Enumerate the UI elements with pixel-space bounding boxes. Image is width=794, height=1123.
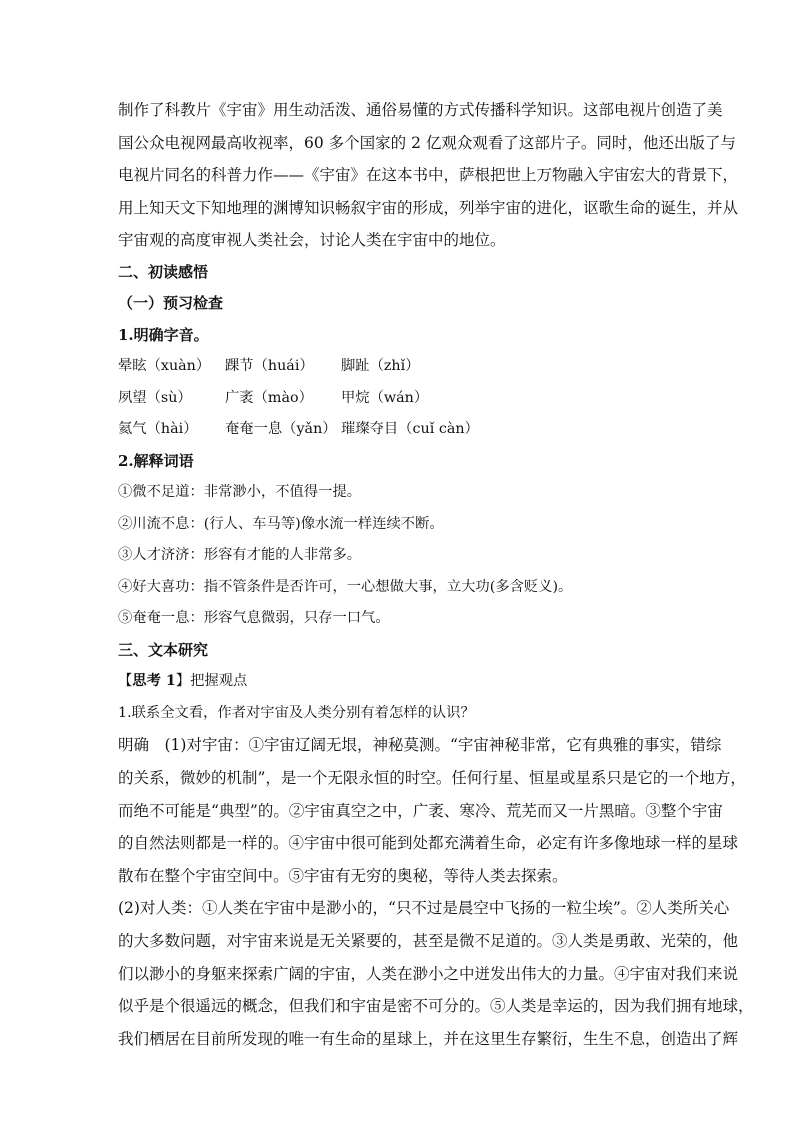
subsection-heading: （一）预习检查 [118, 294, 224, 313]
question-heading: 2.解释词语 [118, 451, 194, 470]
answer-line: 的关系，微妙的机制”，是一个无限永恒的时空。任何行星、恒星或星系只是它的一个地方， [118, 769, 746, 788]
pinyin-item: 璀璨夺目（cuǐ càn） [341, 421, 479, 438]
answer-line: 们以渺小的身躯来探索广阔的宇宙，人类在渺小之中迸发出伟大的力量。④宇宙对我们来说 [118, 964, 739, 983]
document-body [118, 94, 754, 1055]
intro-line: 用上知天文下知地理的渊博知识畅叙宇宙的形成，列举宇宙的进化，讴歌生命的诞生，并从 [118, 198, 739, 217]
pinyin-item: 踝节（huái） [225, 358, 314, 375]
definition-item: ⑤奄奄一息：形容气息微弱，只存一口气。 [118, 610, 390, 627]
answer-line: 我们栖居在目前所发现的唯一有生命的星球上，并在这里生存繁衍，生生不息，创造出了辉 [118, 1029, 739, 1048]
intro-line: 电视片同名的科普力作——《宇宙》在这本书中，萨根把世上万物融入宇宙宏大的背景下， [118, 166, 739, 185]
section-heading: 三、文本研究 [118, 640, 209, 659]
section-heading: 二、初读感悟 [118, 262, 209, 281]
question-text: 1.联系全文看，作者对宇宙及人类分别有着怎样的认识？ [118, 704, 475, 721]
answer-line: 的自然法则都是一样的。④宇宙中很可能到处都充满着生命，必定有许多像地球一样的星球 [118, 834, 739, 853]
question-heading: 1.明确字音。 [118, 325, 209, 344]
answer-line: (2)对人类：①人类在宇宙中是渺小的，“只不过是晨空中飞扬的一粒尘埃”。②人类所关心 [118, 899, 730, 918]
think-bracket: 【 [118, 673, 133, 690]
pinyin-item: 奄奄一息（yǎn） [225, 421, 337, 438]
answer-line: 似乎是个很遥远的概念，但我们和宇宙是密不可分的。⑤人类是幸运的，因为我们拥有地球， [118, 997, 754, 1016]
definition-item: ④好大喜功：指不管条件是否许可，一心想做大事，立大功(多含贬义)。 [118, 578, 573, 595]
think-number: 思考 1 [132, 673, 176, 690]
pinyin-row [118, 383, 678, 415]
think-topic: 把握观点 [190, 673, 248, 690]
pinyin-row [118, 414, 678, 446]
intro-line: 制作了科教片《宇宙》用生动活泼、通俗易懂的方式传播科学知识。这部电视片创造了美 [118, 101, 723, 119]
intro-line: 宇宙观的高度审视人类社会，讨论人类在宇宙中的地位。 [118, 231, 506, 250]
answer-line: 的大多数问题，对宇宙来说是无关紧要的，甚至是微不足道的。③人类是勇敢、光荣的，他 [118, 932, 739, 951]
pinyin-item: 广袤（mào） [225, 389, 313, 406]
pinyin-item: 氦气（hài） [118, 421, 198, 438]
answer-line: 而绝不可能是“典型”的。②宇宙真空之中，广袤、寒冷、荒芜而又一片黑暗。③整个宇宙 [118, 801, 723, 820]
pinyin-item: 晕眩（xuàn） [118, 358, 211, 375]
answer-line: 明确 (1)对宇宙：①宇宙辽阔无垠，神秘莫测。“宇宙神秘非常，它有典雅的事实，错综 [118, 736, 722, 755]
definition-item: ②川流不息：(行人、车马等)像水流一样连续不断。 [118, 515, 444, 532]
definition-item: ③人才济济：形容有才能的人非常多。 [118, 547, 362, 564]
pinyin-row [118, 351, 678, 383]
pinyin-item: 脚趾（zhǐ） [341, 358, 420, 375]
pinyin-item: 夙望（sù） [118, 389, 192, 406]
think-label [118, 666, 678, 698]
think-bracket: 】 [175, 673, 191, 690]
pinyin-item: 甲烷（wán） [341, 389, 429, 406]
definition-item: ①微不足道：非常渺小，不值得一提。 [118, 484, 362, 501]
answer-line: 散布在整个宇宙空间中。⑤宇宙有无穷的奥秘，等待人类去探索。 [118, 866, 568, 885]
intro-line: 国公众电视网最高收视率，60 多个国家的 2 亿观众观看了这部片子。同时，他还出版了与 [118, 133, 736, 152]
